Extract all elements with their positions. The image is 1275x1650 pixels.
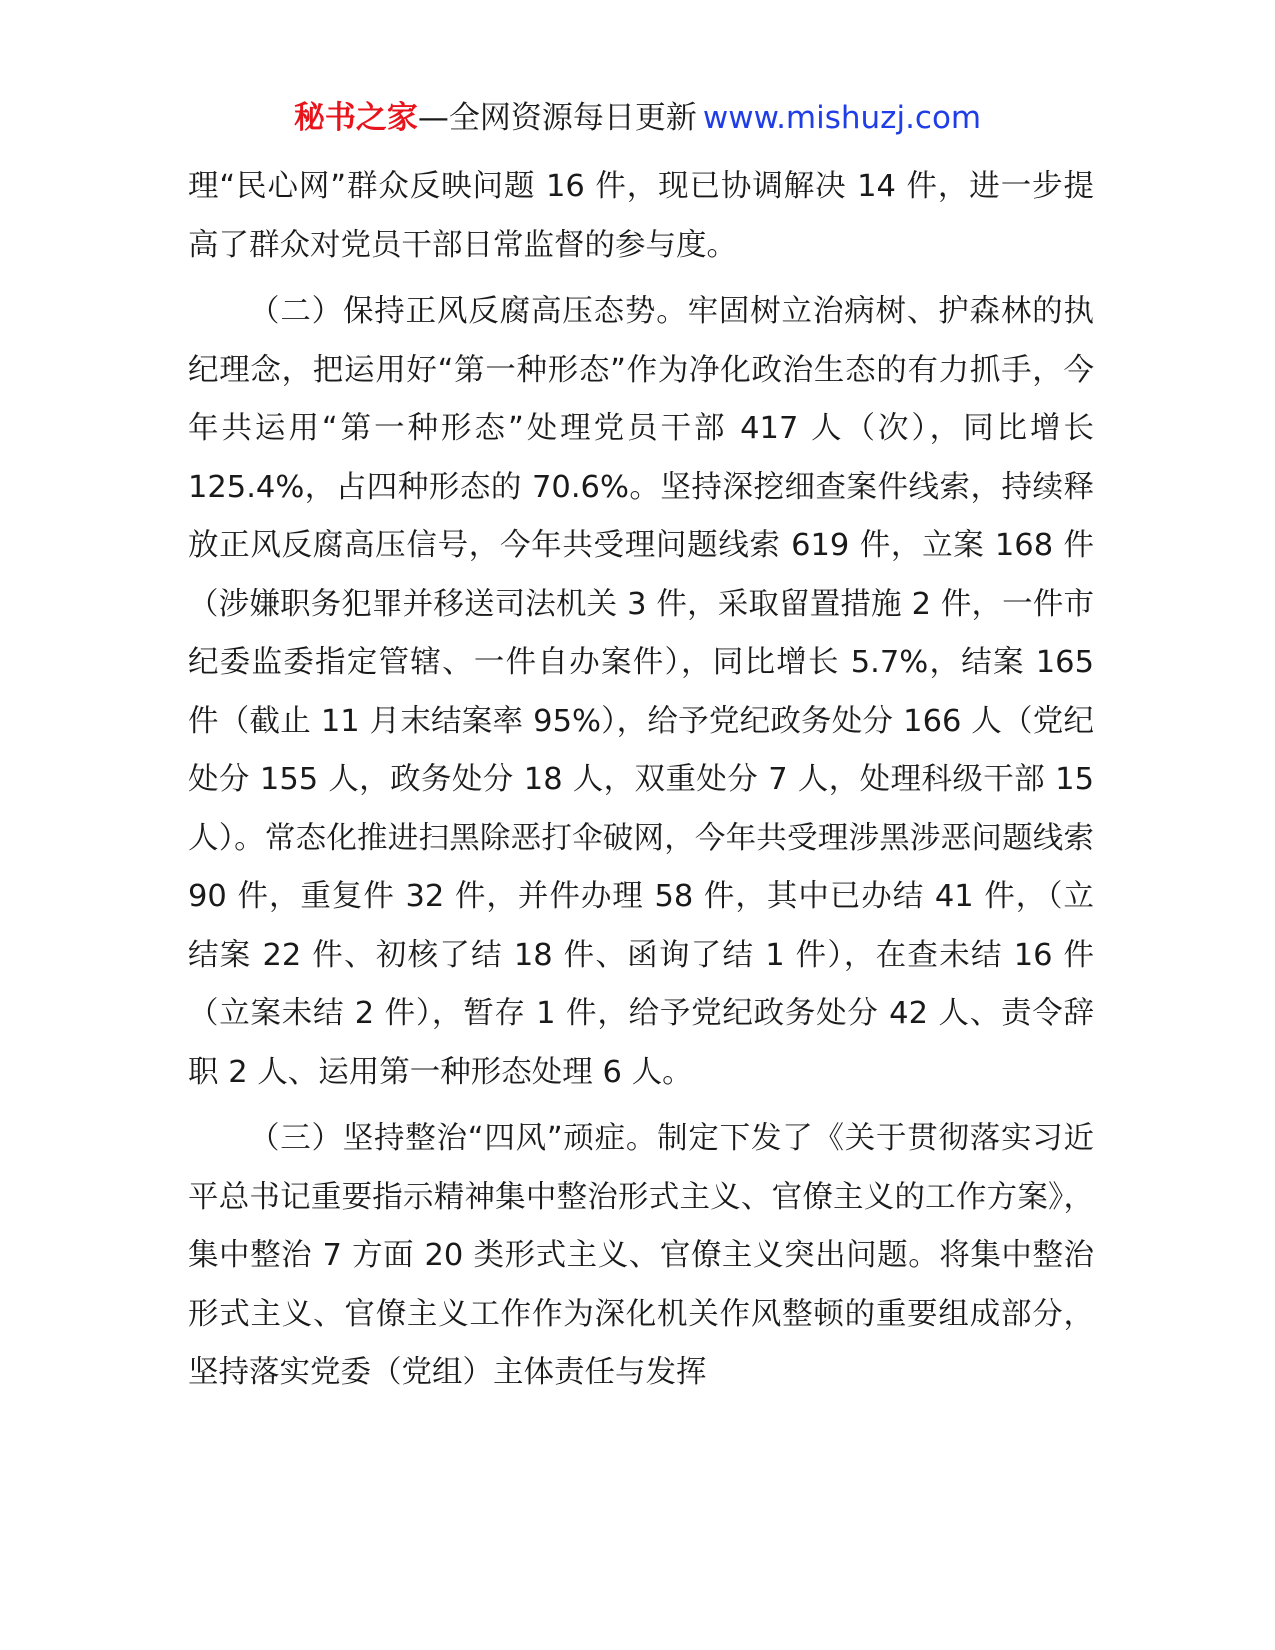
page-header <box>0 98 1275 138</box>
paragraph-section-two: （二）保持正风反腐高压态势。牢固树立治病树、护森林的执纪理念，把运用好“第一种形态”作为净化政治生态的有力抓手，今年共运用“第一种形态”处理党员干部 417 人（次），同比增长 125.4%，占四种形态的 70.6%。坚持深挖细查案件线索，持续释放正风反腐高压信号，今年共受理问题线索 619 件，立案 168 件（涉嫌职务犯罪并移送司法机关 3 件，采取留置措施 2 件，一件市纪委监委指定管辖、一件自办案件），同比增长 5.7%，结案 165 件（截止 11 月末结案率 95%），给予党纪政务处分 166 人（党纪处分 155 人，政务处分 18 人，双重处分 7 人，处理科级干部 15 人）。常态化推进扫黑除恶打伞破网，今年共受理涉黑涉恶问题线索 90 件，重复件 32 件，并件办理 58 件，其中已办结 41 件，（立结案 22 件、初核了结 18 件、函询了结 1 件），在查未结 16 件（立案未结 2 件），暂存 1 件，给予党纪政务处分 42 人、责令辞职 2 人、运用第一种形态处理 6 人。 <box>188 294 1094 1090</box>
paragraph-continued: 理“民心网”群众反映问题 16 件，现已协调解决 14 件，进一步提高了群众对党员干部日常监督的参与度。 <box>188 169 1094 263</box>
brand-name: 秘书之家 <box>293 100 418 136</box>
header-tagline: —全网资源每日更新 <box>417 100 697 136</box>
website-link[interactable]: www.mishuzj.com <box>702 100 982 136</box>
document-body <box>188 158 1094 1411</box>
paragraph-section-three: （三）坚持整治“四风”顽症。制定下发了《关于贯彻落实习近平总书记重要指示精神集中整治形式主义、官僚主义的工作方案》，集中整治 7 方面 20 类形式主义、官僚主义突出问题。将集中整治形式主义、官僚主义工作作为深化机关作风整顿的重要组成部分，坚持落实党委（党组）主体责任与发挥 <box>188 1121 1094 1390</box>
